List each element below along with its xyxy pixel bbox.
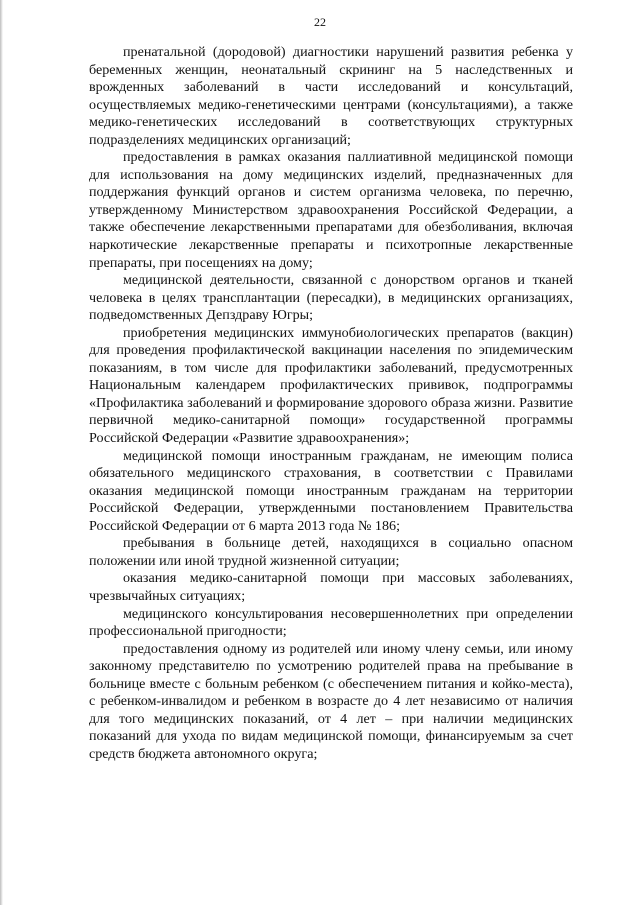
scan-edge-shadow — [0, 0, 3, 905]
paragraph-children-hospital-stay: пребывания в больнице детей, находящихся в социально опасном положении или иной трудной жизненной ситуации; — [89, 535, 573, 569]
paragraph-prenatal-diagnostics: пренатальной (дородовой) диагностики нарушений развития ребенка у беременных женщин, неонатальный скрининг на 5 наследственных и врожденных заболеваний в части исследований и консультаций, осуществляемых медико-генетическими центрами (консультациями), а также медико-генетических исследований в соответствующих структурных подразделениях медицинских организаций; — [89, 44, 573, 148]
paragraph-minors-consultation: медицинского консультирования несовершеннолетних при определении профессиональной пригодности; — [89, 605, 573, 640]
paragraph-palliative-care: предоставления в рамках оказания паллиативной медицинской помощи для использования на дому медицинских изделий, предназначенных для поддержания функций органов и систем организма человека, по перечню, утвержденному Министерством здравоохранения Российской Федерации, а также обеспечение лекарственными препаратами для обезболивания, включая наркотические лекарственные препараты и психотропные лекарственные препараты, при посещениях на дому; — [89, 149, 573, 271]
page-number: 22 — [314, 15, 326, 29]
paragraph-vaccines: приобретения медицинских иммунобиологических препаратов (вакцин) для проведения профилактической вакцинации населения по эпидемическим показаниям, в том числе для профилактики заболеваний, предусмотренных Национальным календарем профилактических прививок, подпрограммы «Профилактика заболеваний и формирование здорового образа жизни. Развитие первичной медико-санитарной помощи» государственной программы Российской Федерации «Развитие здравоохранения»; — [89, 324, 573, 447]
paragraph-foreign-citizens: медицинской помощи иностранным гражданам, не имеющим полиса обязательного медицинского страхования, в соответствии с Правилами оказания медицинской помощи иностранным гражданам на территории Российской Федерации, утвержденными постановлением Правительства Российской Федерации от 6 марта 2013 года № 186; — [89, 447, 573, 534]
document-body — [89, 44, 573, 763]
paragraph-parent-stay: предоставления одному из родителей или иному члену семьи, или иному законному представителю по усмотрению родителей права на пребывание в больнице вместе с больным ребенком (с обеспечением питания и койко-места), с ребенком-инвалидом и ребенком в возрасте до 4 лет независимо от наличия для того медицинских показаний, от 4 лет – при наличии медицинских показаний для ухода по видам медицинской помощи, финансируемым за счет средств бюджета автономного округа; — [89, 640, 573, 762]
paragraph-mass-diseases: оказания медико-санитарной помощи при массовых заболеваниях, чрезвычайных ситуациях; — [89, 570, 573, 604]
paragraph-organ-donation: медицинской деятельности, связанной с донорством органов и тканей человека в целях трансплантации (пересадки), в медицинских организациях, подведомственных Депздраву Югры; — [89, 272, 573, 324]
